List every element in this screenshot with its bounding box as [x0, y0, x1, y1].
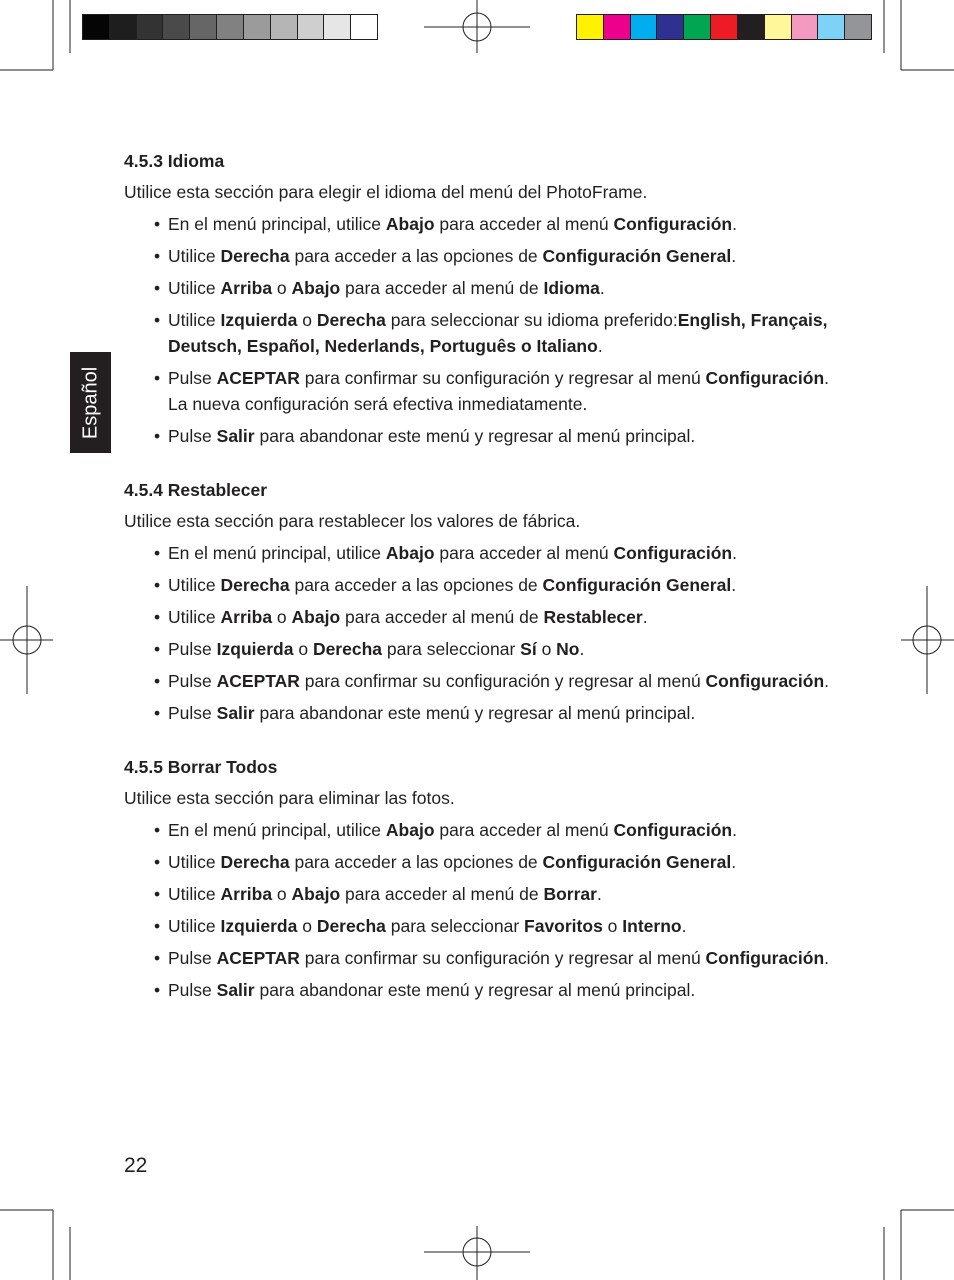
text-run: para acceder al menú de	[340, 607, 544, 627]
text-run: para confirmar su configuración y regresar al menú	[299, 948, 706, 968]
text-run: o	[536, 639, 557, 659]
text-run: .	[596, 884, 602, 904]
bold-term: Configuración	[613, 214, 733, 234]
text-run: Pulse	[168, 639, 217, 659]
text-run: .	[732, 820, 737, 840]
text-run: o	[293, 639, 313, 659]
bold-term: Derecha	[220, 852, 290, 872]
text-run: para acceder a las opciones de	[289, 246, 543, 266]
gray-swatch	[351, 15, 377, 39]
section-title: 4.5.5 Borrar Todos	[124, 757, 278, 777]
bold-term: Restablecer	[543, 607, 643, 627]
text-run: Utilice	[168, 246, 221, 266]
text-run: Pulse	[168, 948, 217, 968]
bold-term: Abajo	[385, 820, 435, 840]
list-item	[154, 604, 844, 630]
text-run: o	[297, 916, 317, 936]
text-run: .	[731, 575, 737, 595]
bold-term: Salir	[216, 980, 255, 1000]
bold-term: Derecha	[312, 639, 383, 659]
bold-term: Arriba	[220, 607, 273, 627]
text-run: .	[824, 671, 830, 691]
list-item	[154, 668, 844, 694]
text-run: Utilice	[168, 278, 221, 298]
list-item	[154, 365, 844, 417]
gray-swatch	[110, 15, 137, 39]
text-run: .	[681, 916, 687, 936]
bold-term: Salir	[216, 426, 255, 446]
main-content	[124, 150, 844, 1033]
color-swatch	[684, 15, 711, 39]
color-swatch	[818, 15, 845, 39]
section-intro: Utilice esta sección para elegir el idioma del menú del PhotoFrame.	[124, 182, 648, 202]
color-swatch	[738, 15, 765, 39]
color-swatch	[604, 15, 631, 39]
section	[124, 150, 844, 449]
bold-term: Configuración	[705, 948, 825, 968]
list-item	[154, 211, 844, 237]
text-run: Utilice	[168, 607, 221, 627]
text-run: .	[731, 246, 737, 266]
bold-term: Izquierda	[220, 310, 298, 330]
color-swatch	[577, 15, 604, 39]
bold-term: Izquierda	[220, 916, 298, 936]
instruction-list	[124, 817, 844, 1003]
text-run: Utilice	[168, 852, 221, 872]
text-run: Pulse	[168, 368, 217, 388]
grayscale-calibration-bar	[82, 14, 378, 40]
bold-term: Arriba	[220, 278, 273, 298]
text-run: para seleccionar su idioma preferido:	[385, 310, 678, 330]
page-number: 22	[124, 1154, 148, 1177]
bold-term: Configuración General	[542, 852, 732, 872]
language-side-tab	[70, 352, 111, 453]
gray-swatch	[137, 15, 164, 39]
bold-term: Arriba	[220, 884, 273, 904]
bold-term: Abajo	[291, 278, 341, 298]
text-run: Utilice	[168, 575, 221, 595]
text-run: Pulse	[168, 703, 217, 723]
text-run: .	[732, 543, 737, 563]
bold-term: Configuración	[613, 543, 733, 563]
gray-swatch	[298, 15, 325, 39]
instruction-list	[124, 540, 844, 726]
text-run: para acceder a las opciones de	[289, 852, 543, 872]
text-run: para acceder a las opciones de	[289, 575, 543, 595]
bold-term: Sí	[520, 639, 537, 659]
color-swatch	[845, 15, 871, 39]
text-run: o	[272, 607, 292, 627]
bold-term: Derecha	[316, 310, 386, 330]
text-run: Utilice	[168, 916, 221, 936]
text-run: o	[602, 916, 623, 936]
text-run: .	[732, 214, 737, 234]
bold-term: Abajo	[385, 543, 435, 563]
bold-term: Borrar	[543, 884, 597, 904]
bold-term: No	[556, 639, 580, 659]
text-run: Utilice	[168, 884, 221, 904]
list-item	[154, 977, 844, 1003]
text-run: En el menú principal, utilice	[168, 214, 386, 234]
text-run: para confirmar su configuración y regresar al menú	[299, 368, 706, 388]
text-run: En el menú principal, utilice	[168, 820, 386, 840]
text-run: para seleccionar	[385, 916, 525, 936]
bold-term: Abajo	[385, 214, 435, 234]
text-run: para seleccionar	[382, 639, 521, 659]
bold-term: Salir	[216, 703, 255, 723]
bold-term: ACEPTAR	[216, 368, 300, 388]
bold-term: Configuración	[613, 820, 733, 840]
gray-swatch	[271, 15, 298, 39]
text-run: o	[297, 310, 317, 330]
color-swatch	[657, 15, 684, 39]
bold-term: Configuración	[705, 368, 825, 388]
text-run: .	[731, 852, 737, 872]
color-calibration-bar	[576, 14, 872, 40]
color-swatch	[711, 15, 738, 39]
text-run: Pulse	[168, 671, 217, 691]
bold-term: Derecha	[220, 246, 290, 266]
bold-term: Interno	[622, 916, 682, 936]
text-run: para abandonar este menú y regresar al menú principal.	[254, 426, 696, 446]
text-run: para acceder al menú	[434, 820, 614, 840]
section	[124, 756, 844, 1003]
bold-term: Abajo	[291, 884, 341, 904]
section-intro: Utilice esta sección para restablecer los valores de fábrica.	[124, 511, 581, 531]
text-run: Utilice	[168, 310, 221, 330]
text-run: para confirmar su configuración y regresar al menú	[299, 671, 706, 691]
text-run: .	[642, 607, 648, 627]
gray-swatch	[324, 15, 351, 39]
bold-term: Configuración	[705, 671, 825, 691]
section-title: 4.5.4 Restablecer	[124, 480, 268, 500]
list-item	[154, 849, 844, 875]
text-run: para acceder al menú	[434, 543, 614, 563]
bold-term: Abajo	[291, 607, 341, 627]
bold-term: ACEPTAR	[216, 671, 300, 691]
color-swatch	[765, 15, 792, 39]
list-item	[154, 540, 844, 566]
side-tab-label: Español	[79, 366, 101, 439]
text-run: para acceder al menú de	[340, 278, 544, 298]
text-run: Pulse	[168, 426, 217, 446]
text-run: para acceder al menú de	[340, 884, 544, 904]
text-run: para abandonar este menú y regresar al menú principal.	[254, 980, 696, 1000]
instruction-list	[124, 211, 844, 449]
color-swatch	[792, 15, 819, 39]
text-run: .	[579, 639, 585, 659]
section-intro: Utilice esta sección para eliminar las fotos.	[124, 788, 455, 808]
bold-term: Configuración General	[542, 575, 732, 595]
list-item	[154, 881, 844, 907]
text-run: o	[272, 884, 292, 904]
text-run: En el menú principal, utilice	[168, 543, 386, 563]
list-item	[154, 636, 844, 662]
bold-term: Configuración General	[542, 246, 732, 266]
text-run: .	[599, 278, 605, 298]
list-item	[154, 913, 844, 939]
list-item	[154, 817, 844, 843]
gray-swatch	[244, 15, 271, 39]
list-item	[154, 423, 844, 449]
bold-term: Favoritos	[524, 916, 603, 936]
text-run: .	[824, 948, 830, 968]
bold-term: ACEPTAR	[216, 948, 300, 968]
gray-swatch	[163, 15, 190, 39]
color-swatch	[631, 15, 658, 39]
text-run: para acceder al menú	[434, 214, 614, 234]
text-run: . La nueva configuración será efectiva inmediatamente.	[168, 368, 830, 414]
text-run: Pulse	[168, 980, 217, 1000]
list-item	[154, 700, 844, 726]
list-item	[154, 572, 844, 598]
gray-swatch	[83, 15, 110, 39]
list-item	[154, 243, 844, 269]
bold-term: Idioma	[543, 278, 600, 298]
section-title: 4.5.3 Idioma	[124, 151, 225, 171]
gray-swatch	[217, 15, 244, 39]
bold-term: English, Français, Deutsch, Español, Nederlands, Português o Italiano	[168, 310, 828, 356]
text-run: o	[272, 278, 292, 298]
list-item	[154, 307, 844, 359]
text-run: para abandonar este menú y regresar al menú principal.	[254, 703, 696, 723]
bold-term: Derecha	[220, 575, 290, 595]
list-item	[154, 275, 844, 301]
list-item	[154, 945, 844, 971]
bold-term: Izquierda	[216, 639, 294, 659]
bold-term: Derecha	[316, 916, 386, 936]
gray-swatch	[190, 15, 217, 39]
text-run: .	[597, 336, 603, 356]
section	[124, 479, 844, 726]
